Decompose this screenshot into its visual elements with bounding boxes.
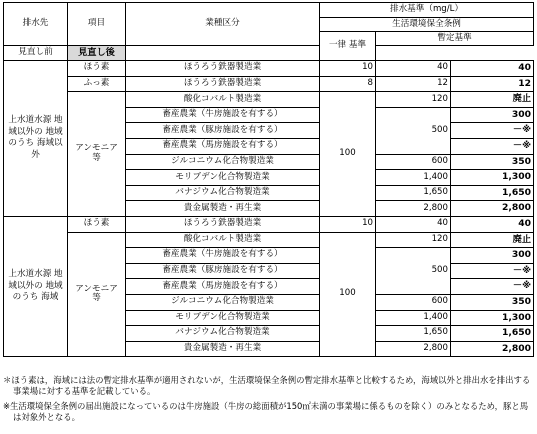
item-cell: ほう素 bbox=[68, 216, 126, 232]
table-row bbox=[4, 61, 534, 77]
header-ordinance: 生活環境保全条例 bbox=[320, 18, 534, 32]
after-cell: 300 bbox=[451, 107, 534, 123]
before-cell: 600 bbox=[376, 294, 451, 310]
industry-cell: 貴金属製造・再生業 bbox=[126, 341, 320, 357]
before-cell: 600 bbox=[376, 154, 451, 170]
before-cell: 2,800 bbox=[376, 201, 451, 217]
industry-cell: モリブデン化合物製造業 bbox=[126, 310, 320, 326]
before-cell: 120 bbox=[376, 92, 451, 108]
effluent-standard-table bbox=[3, 2, 534, 357]
before-cell: 12 bbox=[376, 76, 451, 92]
table-row bbox=[4, 216, 534, 232]
item-cell: アンモニア 等 bbox=[68, 232, 126, 357]
uniform-standard-cell: 10 bbox=[320, 216, 376, 232]
header-outlet: 排水先 bbox=[4, 3, 68, 46]
industry-cell: 畜産農業（豚房施設を有する） bbox=[126, 123, 320, 139]
before-cell: 120 bbox=[376, 232, 451, 248]
before-cell: 2,800 bbox=[376, 341, 451, 357]
after-cell: －※ bbox=[451, 123, 534, 139]
industry-cell: 畜産農業（豚房施設を有する） bbox=[126, 263, 320, 279]
before-cell: 500 bbox=[376, 248, 451, 295]
industry-cell: 酸化コバルト製造業 bbox=[126, 92, 320, 108]
uniform-standard-cell: 100 bbox=[320, 232, 376, 357]
before-cell: 40 bbox=[376, 216, 451, 232]
footnotes bbox=[3, 375, 531, 426]
before-cell: 40 bbox=[376, 61, 451, 77]
header-uniform: 一律 基準 bbox=[320, 32, 376, 61]
header-industry: 業種区分 bbox=[126, 3, 320, 46]
item-cell: ふっ素 bbox=[68, 76, 126, 92]
table-row bbox=[4, 232, 534, 248]
industry-cell: ほうろう鉄器製造業 bbox=[126, 61, 320, 77]
header-after: 見直し後 bbox=[68, 46, 126, 61]
after-cell: 2,800 bbox=[451, 341, 534, 357]
footnote-livestock: ※生活環境保全条例の届出施設になっているのは牛房施設（牛房の総面積が150㎡未満の事業場に係るものを除く）のみとなるため，豚と馬は対象外となる。 bbox=[3, 400, 529, 423]
table-body bbox=[4, 61, 534, 357]
footnote-boron: ＊ほう素は，海域には法の暫定排水基準が適用されないが，生活環境保全条例の暫定排水基準と比較するため，海域以外と排出水を排出する事業場に対する基準を記載している。 bbox=[3, 375, 531, 397]
header-standard-unit: 排水基準（mg/L） bbox=[320, 3, 534, 18]
after-cell: 350 bbox=[451, 154, 534, 170]
regulation-table-container bbox=[3, 2, 533, 357]
after-cell: 300 bbox=[451, 248, 534, 264]
outlet-cell: 上水道水源 地域以外の 地域のうち 海域以外 bbox=[4, 61, 68, 217]
industry-cell: モリブデン化合物製造業 bbox=[126, 170, 320, 186]
industry-cell: 畜産農業（馬房施設を有する） bbox=[126, 138, 320, 154]
industry-cell: バナジウム化合物製造業 bbox=[126, 185, 320, 201]
after-cell: －※ bbox=[451, 279, 534, 295]
table-row bbox=[4, 76, 534, 92]
uniform-standard-cell: 8 bbox=[320, 76, 376, 92]
industry-cell: 畜産農業（牛房施設を有する） bbox=[126, 107, 320, 123]
header-before: 見直し前 bbox=[4, 46, 68, 61]
industry-cell: 酸化コバルト製造業 bbox=[126, 232, 320, 248]
after-cell: 12 bbox=[451, 76, 534, 92]
after-cell: 2,800 bbox=[451, 201, 534, 217]
header-provisional: 暫定基準 bbox=[376, 32, 534, 46]
industry-cell: ほうろう鉄器製造業 bbox=[126, 216, 320, 232]
industry-cell: ジルコニウム化合物製造業 bbox=[126, 294, 320, 310]
before-cell: 1,650 bbox=[376, 326, 451, 342]
industry-cell: ほうろう鉄器製造業 bbox=[126, 76, 320, 92]
after-cell: 1,650 bbox=[451, 185, 534, 201]
before-cell: 1,400 bbox=[376, 170, 451, 186]
before-cell: 1,400 bbox=[376, 310, 451, 326]
header-item: 項目 bbox=[68, 3, 126, 46]
after-cell: 廃止 bbox=[451, 92, 534, 108]
industry-cell: 畜産農業（牛房施設を有する） bbox=[126, 248, 320, 264]
table-row bbox=[4, 92, 534, 108]
industry-cell: ジルコニウム化合物製造業 bbox=[126, 154, 320, 170]
item-cell: アンモニア 等 bbox=[68, 92, 126, 217]
after-cell: 廃止 bbox=[451, 232, 534, 248]
after-cell: 1,300 bbox=[451, 310, 534, 326]
item-cell: ほう素 bbox=[68, 61, 126, 77]
after-cell: 40 bbox=[451, 61, 534, 77]
before-cell: 500 bbox=[376, 107, 451, 154]
industry-cell: 畜産農業（馬房施設を有する） bbox=[126, 279, 320, 295]
after-cell: 40 bbox=[451, 216, 534, 232]
industry-cell: 貴金属製造・再生業 bbox=[126, 201, 320, 217]
after-cell: 350 bbox=[451, 294, 534, 310]
outlet-cell: 上水道水源 地域以外の 地域のうち 海域 bbox=[4, 216, 68, 356]
after-cell: －※ bbox=[451, 263, 534, 279]
before-cell: 1,650 bbox=[376, 185, 451, 201]
uniform-standard-cell: 10 bbox=[320, 61, 376, 77]
after-cell: 1,650 bbox=[451, 326, 534, 342]
after-cell: －※ bbox=[451, 138, 534, 154]
industry-cell: バナジウム化合物製造業 bbox=[126, 326, 320, 342]
uniform-standard-cell: 100 bbox=[320, 92, 376, 217]
after-cell: 1,300 bbox=[451, 170, 534, 186]
